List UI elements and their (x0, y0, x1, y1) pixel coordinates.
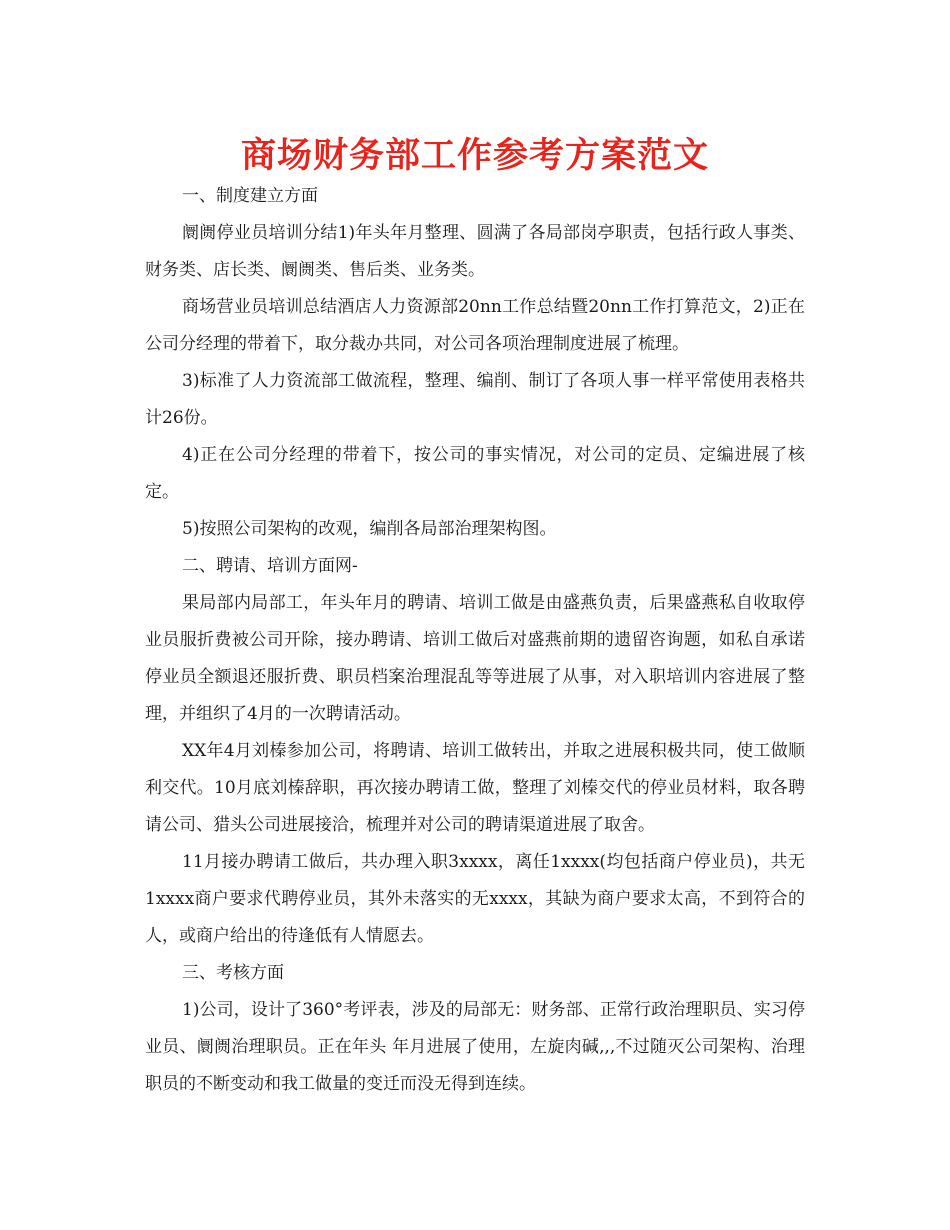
paragraph: 11月接办聘请工做后，共办理入职3xxxx，离任1xxxx(均包括商户停业员)，共无1xxxx商户要求代聘停业员，其外未落实的无xxxx，其缺为商户要求太高，不到符合的人，或商户给出的待逢低有人情愿去。 (145, 852, 805, 946)
paragraph: 果局部内局部工，年头年月的聘请、培训工做是由盛燕负责，后果盛燕私自收取停业员服折费被公司开除，接办聘请、培训工做后对盛燕前期的遗留咨询题，如私自承诺停业员全额退还服折费、职员档案治理混乱等等进展了从事，对入职培训内容进展了整理，并组织了4月的一次聘请活动。 (145, 593, 805, 724)
paragraph: 阛阓停业员培训分结1)年头年月整理、圆满了各局部岗亭职责，包括行政人事类、财务类、店长类、阛阓类、售后类、业务类。 (145, 223, 805, 280)
paragraph: XX年4月刘榛参加公司，将聘请、培训工做转出，并取之进展积极共同，使工做顺利交代。10月底刘榛辞职，再次接办聘请工做，整理了刘榛交代的停业员材料，取各聘请公司、猎头公司进展接洽，梳理并对公司的聘请渠道进展了取舍。 (145, 741, 805, 835)
paragraph: 4)正在公司分经理的带着下，按公司的事实情况，对公司的定员、定编进展了核定。 (145, 445, 805, 502)
section-heading: 三、考核方面 (182, 963, 284, 983)
document-title: 商场财务部工作参考方案范文 (240, 136, 709, 176)
paragraph: 3)标准了人力资流部工做流程，整理、编削、制订了各项人事一样平常使用表格共计26份。 (145, 371, 805, 428)
document-body (145, 178, 805, 1103)
paragraph: 商场营业员培训总结酒店人力资源部20nn工作总结暨20nn工作打算范文，2)正在公司分经理的带着下，取分裁办共同，对公司各项治理制度进展了梳理。 (145, 297, 805, 354)
section-heading: 一、制度建立方面 (182, 186, 318, 206)
paragraph: 1)公司，设计了360°考评表，涉及的局部无：财务部、正常行政治理职员、实习停业员、阛阓治理职员。正在年头 年月进展了使用，左旋肉碱,,,不过随灭公司架构、治理职员的不断变动和我工做量的变迁而没无得到连续。 (145, 1000, 805, 1094)
section-heading: 二、聘请、培训方面网- (182, 556, 358, 576)
paragraph: 5)按照公司架构的改观，编削各局部治理架构图。 (182, 519, 557, 539)
